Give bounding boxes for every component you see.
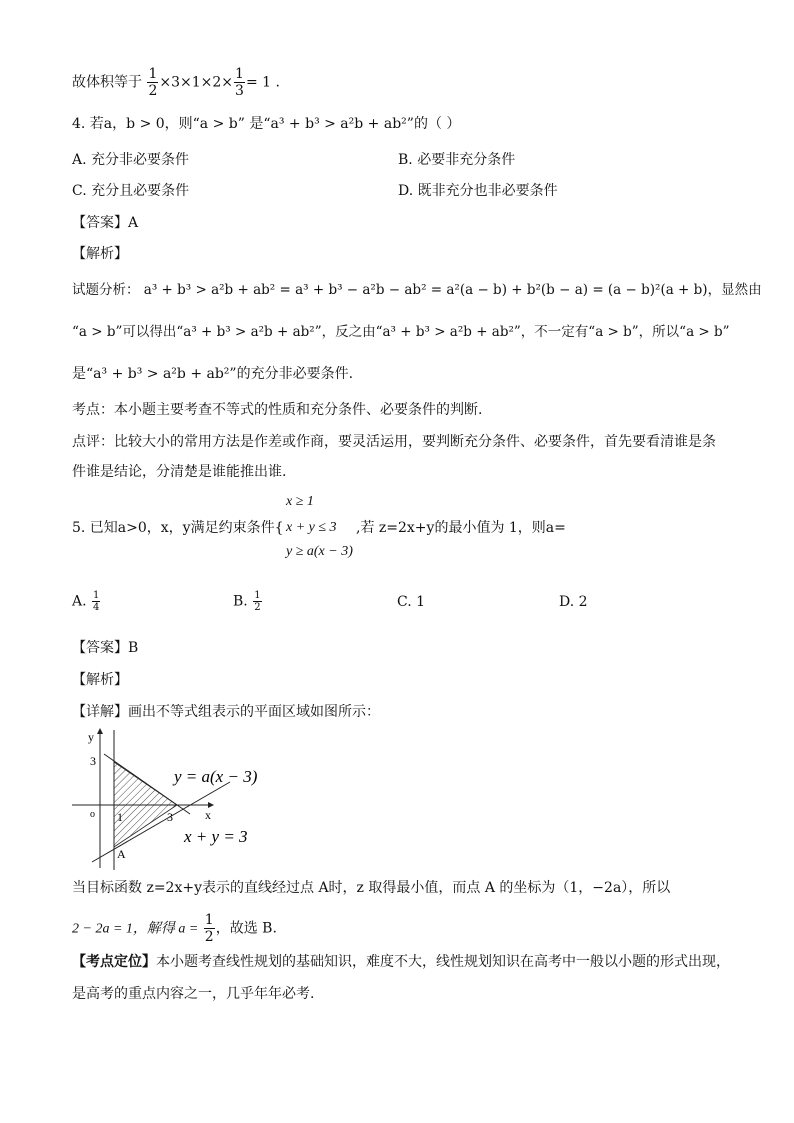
point-a-label: A: [117, 847, 126, 861]
q5-option-b: B. $\frac{1}{2}$: [233, 590, 261, 613]
q5-prompt-suffix: ,若 z=2x+y的最小值为 1，则a=: [356, 520, 566, 536]
line2-label: x + y = 3: [184, 827, 248, 846]
intro-line: [72, 66, 280, 99]
q5-option-a: A. $\frac{1}{4}$: [72, 590, 100, 613]
q4-option-c: C. 充分且必要条件: [72, 183, 190, 199]
line1-label: y = a(x − 3): [174, 767, 258, 786]
q4-option-d: D. 既非充分也非必要条件: [398, 183, 558, 199]
y-axis-arrow-icon: [97, 728, 103, 734]
q5-answer: 【答案】B: [72, 640, 139, 656]
y-axis-label: y: [88, 730, 94, 744]
q5-detail: 【详解】画出不等式组表示的平面区域如图所示：: [72, 704, 380, 720]
intro-mid: ×3×1×2×: [159, 74, 234, 91]
q4-analysis-label: 【解析】: [72, 246, 128, 262]
tick-1: 1: [117, 810, 123, 824]
fraction-third: $\frac{1}{3}$: [235, 66, 244, 99]
q4-option-b: B. 必要非充分条件: [398, 152, 516, 168]
q4-analysis-line-1: 试题分析： a³ + b³ > a²b + ab² = a³ + b³ − a²b − ab² = a²(a − b) + b²(b − a) = (a − b)²(a + b)，显然由: [72, 282, 762, 298]
q5-option-c: C. 1: [397, 594, 426, 610]
origin-label: o: [90, 809, 95, 820]
q5-option-d: D. 2: [559, 594, 588, 610]
q4-dianping-line-2: 件谁是结论，分清楚是谁能推出谁.: [72, 464, 287, 480]
q5-constraint-top: x ≥ 1: [286, 494, 314, 509]
intro-suffix: = 1 .: [245, 74, 280, 91]
q4-analysis-line-2: “a > b”可以得出“a³ + b³ > a²b + ab²”，反之由“a³ + b³ > a²b + ab²”，不一定有“a > b”，所以“a > b”: [72, 324, 730, 340]
tick-y-3: 3: [90, 754, 96, 768]
q4-analysis-line-3: 是“a³ + b³ > a²b + ab²”的充分非必要条件.: [72, 366, 354, 382]
q5-kaodian-line-1: 【考点定位】本小题考查线性规划的基础知识，难度不大，线性规划知识在高考中一般以小题的形式出现，: [72, 954, 730, 970]
x-axis-label: x: [205, 808, 211, 822]
q5-conclusion-1: 当目标函数 z=2x+y表示的直线经过点 A时，z 取得最小值，而点 A 的坐标为（1，−2a），所以: [72, 880, 671, 896]
tick-x-3: 3: [167, 810, 173, 824]
fraction-half: $\frac{1}{2}$: [148, 66, 158, 99]
q5-constraint-bot: y ≥ a(x − 3): [286, 544, 353, 559]
q5-constraint-mid: x + y ≤ 3: [286, 520, 337, 535]
q4-option-a: A. 充分非必要条件: [72, 152, 190, 168]
intro-prefix: 故体积等于: [72, 74, 142, 91]
feasible-region-figure: [60, 722, 300, 872]
q5-kaodian-line-2: 是高考的重点内容之一，几乎年年必考.: [72, 986, 315, 1002]
q4-kaodian: 考点：本小题主要考查不等式的性质和充分条件、必要条件的判断.: [72, 402, 483, 418]
q4-prompt: 4. 若a，b > 0，则“a > b” 是“a³ + b³ > a²b + ab²”的（ ）: [72, 116, 461, 132]
q4-answer: 【答案】A: [72, 215, 139, 231]
q5-analysis-label: 【解析】: [72, 672, 128, 688]
q5-kaodian-label: 【考点定位】: [72, 954, 156, 970]
q4-dianping-line-1: 点评：比较大小的常用方法是作差或作商，要灵活运用，要判断充分条件、必要条件，首先要看清谁是条: [72, 434, 716, 450]
q5-conclusion-2: 2 − 2a = 1，解得 a = $\frac{1}{2}$ ，故选 B.: [72, 912, 277, 945]
q5-prompt-prefix: 5. 已知a>0，x，y满足约束条件{: [72, 520, 284, 536]
